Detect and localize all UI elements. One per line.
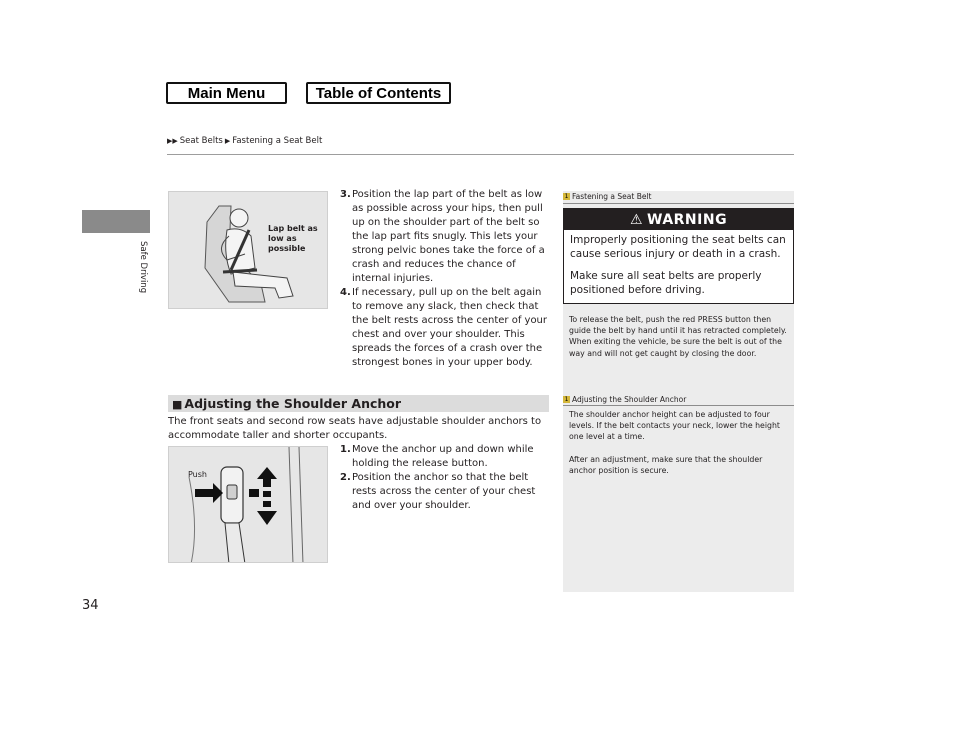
step-number: 2. bbox=[340, 472, 351, 483]
push-callout: Push bbox=[188, 470, 207, 479]
section-title: ■ Adjusting the Shoulder Anchor bbox=[172, 396, 402, 411]
list-item bbox=[340, 188, 550, 286]
shoulder-anchor-illustration bbox=[168, 446, 328, 563]
list-item bbox=[340, 443, 550, 471]
fastening-steps bbox=[340, 188, 550, 370]
note-marker-icon: 1 bbox=[564, 193, 569, 200]
note-body: The shoulder anchor height can be adjusted to four levels. If the belt contacts your neck, lower the height one level at a time. After an adjustment, make sure that the shoulder anchor position is secure. bbox=[569, 410, 780, 475]
warning-text: Improperly positioning the seat belts can cause serious injury or death in a crash. bbox=[570, 234, 786, 260]
anchor-steps bbox=[340, 443, 550, 513]
list-item bbox=[340, 286, 550, 370]
chevron-right-icon: ▶ bbox=[224, 137, 231, 145]
breadcrumb bbox=[167, 136, 322, 146]
list-item bbox=[340, 471, 550, 513]
main-menu-button[interactable]: Main Menu bbox=[166, 82, 287, 104]
step-number: 4. bbox=[340, 287, 351, 298]
warning-header: ⚠ WARNING bbox=[564, 209, 793, 230]
chevron-right-icon: ▶▶ bbox=[167, 137, 178, 145]
note-marker-icon: 1 bbox=[564, 396, 569, 403]
breadcrumb-item-fastening[interactable]: Fastening a Seat Belt bbox=[232, 136, 323, 146]
warning-text: Make sure all seat belts are properly positioned before driving. bbox=[570, 270, 762, 296]
chapter-label: Safe Driving bbox=[138, 241, 148, 294]
step-number: 3. bbox=[340, 189, 351, 200]
breadcrumb-item-seat-belts[interactable]: Seat Belts bbox=[179, 136, 223, 146]
step-text: Position the anchor so that the belt rests across the center of your chest and over your shoulder. bbox=[352, 472, 536, 511]
table-of-contents-button[interactable]: Table of Contents bbox=[306, 82, 451, 104]
note-divider bbox=[563, 405, 794, 406]
shoulder-anchor-icon bbox=[169, 447, 328, 563]
step-text: Move the anchor up and down while holding the release button. bbox=[352, 444, 534, 469]
step-text: Position the lap part of the belt as low as possible across your hips, then pull up on the shoulder part of the belt so the lap part fits snugly. This lets your strong pelvic bones take the force of a crash and reduces the chance of internal injuries. bbox=[352, 189, 545, 284]
step-text: If necessary, pull up on the belt again to remove any slack, then check that the belt rests across the center of your chest and over your shoulder. This spreads the forces of a crash over the strongest bones in your upper body. bbox=[352, 287, 548, 368]
warning-triangle-icon: ⚠ bbox=[629, 211, 643, 228]
note-divider bbox=[563, 203, 794, 204]
note-heading: 1 Fastening a Seat Belt bbox=[564, 192, 652, 201]
note-body: To release the belt, push the red PRESS button then guide the belt by hand until it has retracted completely. When exiting the vehicle, be sure the belt is out of the way and will not get caught by closing the door. bbox=[569, 315, 787, 358]
note-heading: 1 Adjusting the Shoulder Anchor bbox=[564, 395, 687, 404]
chapter-tab bbox=[82, 210, 150, 233]
step-number: 1. bbox=[340, 444, 351, 455]
header-divider bbox=[167, 154, 794, 155]
section-intro: The front seats and second row seats have adjustable shoulder anchors to accommodate taller and shorter occupants. bbox=[168, 416, 542, 441]
square-bullet-icon: ■ bbox=[172, 398, 183, 411]
lap-belt-callout: Lap belt as low as possible bbox=[268, 224, 318, 253]
warning-box bbox=[563, 208, 794, 304]
page-number: 34 bbox=[82, 598, 99, 613]
